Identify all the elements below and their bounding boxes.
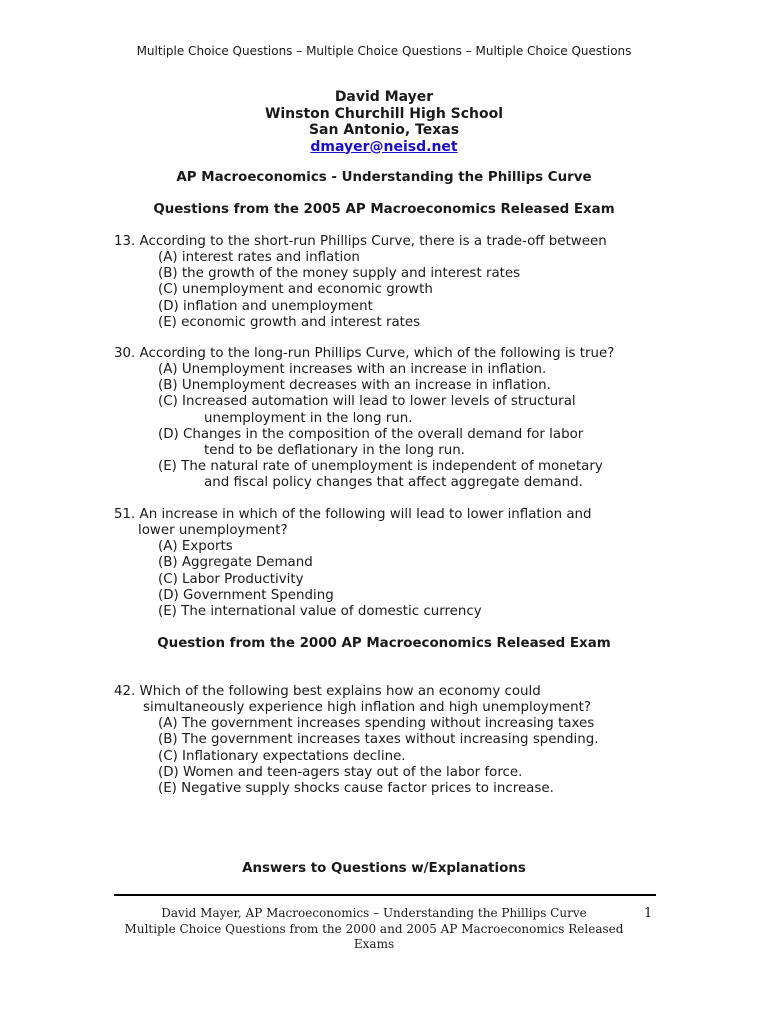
author-name: David Mayer bbox=[334, 89, 434, 105]
answer-option: (E) economic growth and interest rates bbox=[158, 314, 421, 330]
question-stem: 42. Which of the following best explains how an economy could bbox=[114, 684, 541, 699]
footer-line: David Mayer, AP Macroeconomics – Understanding the Phillips Curve bbox=[161, 906, 587, 920]
question-42 bbox=[114, 684, 674, 797]
footer-divider bbox=[114, 894, 656, 896]
school-name: Winston Churchill High School bbox=[264, 105, 504, 122]
running-header: Multiple Choice Questions – Multiple Choice Questions – Multiple Choice Questions bbox=[136, 44, 632, 58]
answer-option: (C) Labor Productivity bbox=[158, 571, 304, 587]
answer-option: (B) The government increases taxes without increasing spending. bbox=[158, 732, 599, 748]
answer-option: (B) Unemployment decreases with an increase in inflation. bbox=[158, 378, 551, 394]
section-heading-2005: Questions from the 2005 AP Macroeconomics Released Exam bbox=[153, 202, 615, 217]
question-stem: 13. According to the short-run Phillips Curve, there is a trade-off between bbox=[114, 234, 607, 249]
footer-line: Exams bbox=[353, 937, 395, 951]
answer-option: (E) Negative supply shocks cause factor prices to increase. bbox=[158, 780, 554, 796]
question-stem: 51. An increase in which of the following will lead to lower inflation and bbox=[114, 507, 592, 522]
page-footer bbox=[114, 906, 634, 953]
answer-option: (D) inflation and unemployment bbox=[158, 298, 373, 314]
answer-option: (B) the growth of the money supply and interest rates bbox=[158, 266, 521, 282]
answer-option: (C) unemployment and economic growth bbox=[158, 282, 433, 298]
answer-option: (A) Exports bbox=[158, 539, 233, 555]
author-block bbox=[0, 89, 768, 155]
answers-heading: Answers to Questions w/Explanations bbox=[242, 861, 526, 876]
question-stem-continuation: simultaneously experience high inflation and high unemployment? bbox=[143, 700, 591, 716]
school-location: San Antonio, Texas bbox=[308, 122, 460, 138]
answer-option-continuation: and fiscal policy changes that affect aggregate demand. bbox=[204, 475, 583, 491]
answer-option: (E) The international value of domestic currency bbox=[158, 603, 482, 619]
answer-option: (E) The natural rate of unemployment is independent of monetary bbox=[158, 459, 603, 475]
question-13 bbox=[114, 234, 674, 331]
answer-option-continuation: tend to be deflationary in the long run. bbox=[204, 442, 465, 458]
question-30 bbox=[114, 346, 674, 491]
answer-option: (A) The government increases spending without increasing taxes bbox=[158, 716, 595, 732]
page-number: 1 bbox=[644, 906, 653, 921]
question-stem: 30. According to the long-run Phillips Curve, which of the following is true? bbox=[114, 346, 615, 361]
answer-option: (C) Inflationary expectations decline. bbox=[158, 748, 406, 764]
answer-option-continuation: unemployment in the long run. bbox=[204, 410, 413, 426]
answer-option: (D) Government Spending bbox=[158, 587, 334, 603]
email-link[interactable]: dmayer@neisd.net bbox=[310, 138, 458, 155]
document-title: AP Macroeconomics - Understanding the Phillips Curve bbox=[176, 170, 592, 185]
answer-option: (D) Changes in the composition of the overall demand for labor bbox=[158, 426, 584, 442]
section-heading-2000: Question from the 2000 AP Macroeconomics Released Exam bbox=[157, 636, 611, 651]
question-51 bbox=[114, 507, 674, 620]
answer-option: (A) Unemployment increases with an increase in inflation. bbox=[158, 362, 547, 378]
footer-line: Multiple Choice Questions from the 2000 and 2005 AP Macroeconomics Released bbox=[124, 921, 624, 936]
question-stem-continuation: lower unemployment? bbox=[138, 523, 288, 539]
answer-option: (D) Women and teen-agers stay out of the labor force. bbox=[158, 764, 523, 780]
answer-option: (B) Aggregate Demand bbox=[158, 555, 313, 571]
answer-option: (A) interest rates and inflation bbox=[158, 250, 360, 266]
answer-option: (C) Increased automation will lead to lower levels of structural bbox=[158, 394, 576, 410]
